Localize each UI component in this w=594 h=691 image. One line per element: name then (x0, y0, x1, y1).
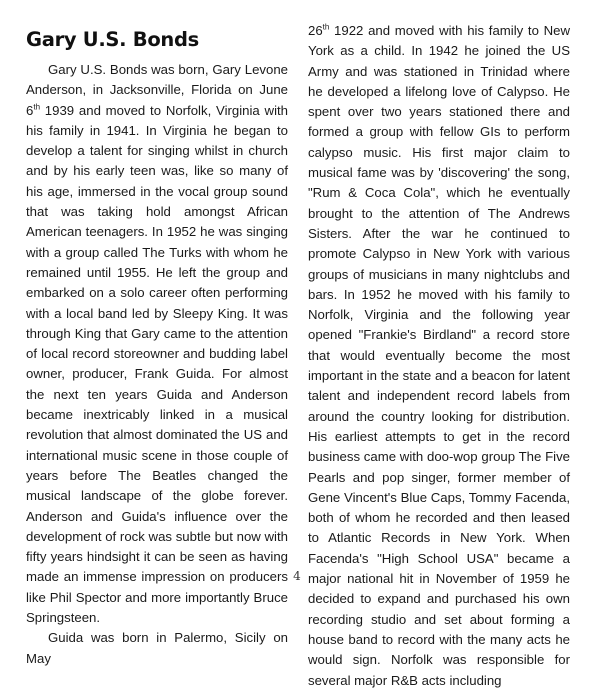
paragraph-bonds-biography (26, 60, 288, 628)
article-title: Gary U.S. Bonds (26, 28, 199, 51)
text-run: 1922 and moved with his family to New York as a child. In 1942 he joined the US Army and was stationed in Trinidad where he developed a lifelong love of Calypso. He spent over two years stationed there and formed a group with fellow GIs to perform calypso music. His first major claim to musical fame was by 'discovering' the song, "Rum & Coca Cola", which he eventually brought to the attention of The Andrews Sisters. After the war he continued to promote Calypso in New York with various groups of musicians in many nightclubs and bars. In 1952 he moved with his family to Norfolk, Virginia and the following year opened "Frankie's Birdland" a record store that would eventually become the most important in the state and a beacon for latent talent and independent record labels from around the country looking for distribution. His earliest attempts to get in the record business came with doo-wop group The Five Pearls and pop singer, former member of Gene Vincent's Blue Caps, Tommy Facenda, both of whom he recorded and then leased to Atlantic Records in New York. When Facenda's "High School USA" became a major national hit in November of 1959 he decided to expand and purchased his own recording studio and set about forming a house band to record with the many acts he would sign. Norfolk was responsible for several major R&B acts including (308, 23, 570, 688)
page-number: 4 (293, 569, 301, 583)
text-run: 1939 and moved to Norfolk, Virginia with his family in 1941. In Virginia he began to develop a talent for singing whilst in church and by his early teen was, like so many of his age, immersed in the vocal group sound that was taking hold amongst African American teenagers. In 1952 he was singing with a group called The Turks with whom he remained until 1955. He left the group and embarked on a solo career often performing with a local band led by Sleepy King. It was through King that Gary came to the attention of local record storeowner and budding label owner, producer, Frank Guida. For almost the next ten years Guida and Anderson became inextricably linked in a musical revolution that almost dominated the US and international music scene in those couple of years before The Beatles changed the musical landscape of the globe forever. Anderson and Guida's influence over the development of rock was subtle but now with fifty years hindsight it can be seen as having made an immense impression on producers like Phil Spector and more importantly Bruce Springsteen. (26, 102, 288, 626)
ordinal-suffix: th (33, 102, 41, 112)
ordinal-suffix: th (322, 22, 330, 32)
paragraph-guida-intro: Guida was born in Palermo, Sicily on May (26, 630, 288, 666)
paragraph-guida-biography (308, 21, 570, 691)
text-run: 26 (308, 23, 323, 38)
right-column (308, 21, 570, 691)
text-run: Gary U.S. Bonds was born, Gary Levone Anderson, in Jacksonville, Florida on June 6 (26, 62, 288, 118)
